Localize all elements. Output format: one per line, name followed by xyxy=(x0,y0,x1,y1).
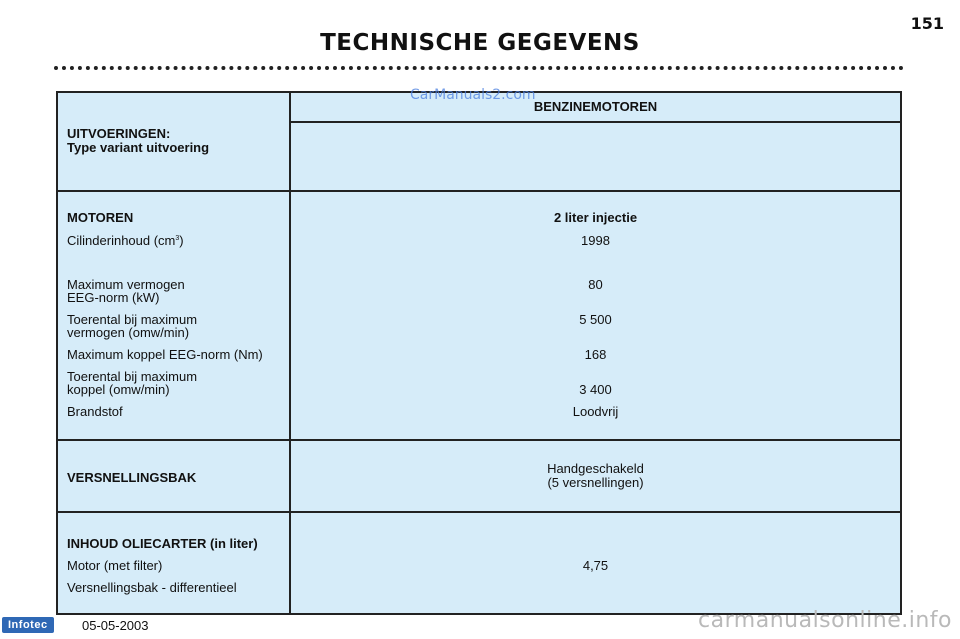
toerental-koppel-value: 3 400 xyxy=(579,382,612,397)
olie-value: 4,75 xyxy=(582,558,609,573)
row-divider xyxy=(58,190,900,192)
versnellingsbak-value-line1: Handgeschakeld xyxy=(547,461,644,476)
versnellingsbak-value-line2: (5 versnellingen) xyxy=(547,475,644,490)
olie-motor-label: Motor (met filter) xyxy=(67,558,163,573)
type-variant-label: Type variant uitvoering xyxy=(67,140,210,155)
toerental-vermogen-label-line2: vermogen (omw/min) xyxy=(67,325,190,340)
vermogen-label-line2: EEG-norm (kW) xyxy=(67,290,160,305)
koppel-value: 168 xyxy=(584,347,607,362)
footer-date: 05-05-2003 xyxy=(82,618,149,633)
toerental-vermogen-value: 5 500 xyxy=(579,312,612,327)
header-row-divider xyxy=(289,121,900,123)
toerental-vermogen-label-line1: Toerental bij maximum xyxy=(67,312,198,327)
brandstof-value: Loodvrij xyxy=(572,404,619,419)
versnellingsbak-label: VERSNELLINGSBAK xyxy=(67,470,197,485)
motoren-label: MOTOREN xyxy=(67,210,134,225)
uitvoeringen-label: UITVOERINGEN: xyxy=(67,126,171,141)
olie-versnellingsbak-label: Versnellingsbak - differentieel xyxy=(67,580,237,595)
engine-name: 2 liter injectie xyxy=(553,210,638,225)
cilinderinhoud-value: 1998 xyxy=(581,233,610,248)
cilinderinhoud-label: Cilinderinhoud $(cm^3)$ xyxy=(67,233,184,248)
column-header-benzinemotoren: BENZINEMOTOREN xyxy=(533,99,658,114)
row-divider xyxy=(58,439,900,441)
dotted-divider xyxy=(54,66,904,70)
row-divider xyxy=(58,511,900,513)
spec-table xyxy=(56,91,902,615)
page-number: 151 xyxy=(910,14,944,33)
footer-site-watermark: carmanualsonline.info xyxy=(698,608,952,633)
brandstof-label: Brandstof xyxy=(67,404,123,419)
page-title: TECHNISCHE GEGEVENS xyxy=(320,30,640,56)
toerental-koppel-label-line2: koppel (omw/min) xyxy=(67,382,170,397)
vermogen-label-line1: Maximum vermogen xyxy=(67,277,185,292)
toerental-koppel-label-line1: Toerental bij maximum xyxy=(67,369,198,384)
olie-label: INHOUD OLIECARTER (in liter) xyxy=(67,536,258,551)
infotec-logo: Infotec xyxy=(2,617,54,633)
watermark-text: CarManuals2.com xyxy=(410,87,536,103)
vermogen-value: 80 xyxy=(588,277,603,292)
koppel-label: Maximum koppel EEG-norm (Nm) xyxy=(67,347,263,362)
